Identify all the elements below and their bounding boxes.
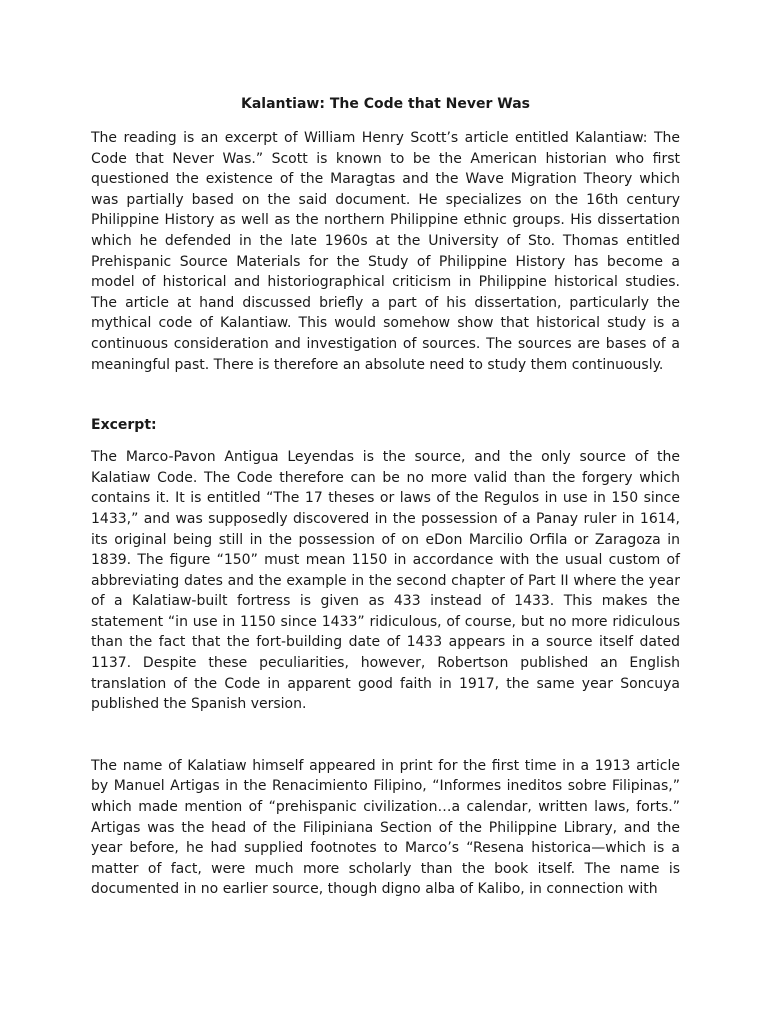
spacer xyxy=(91,435,680,447)
excerpt-heading: Excerpt: xyxy=(91,417,157,434)
spacer xyxy=(91,715,680,756)
intro-paragraph: The reading is an excerpt of William Henry Scott’s article entitled Kalantiaw: The Code that Never Was.” Scott is known to be the American historian who first questioned the existence of the Maragtas and the Wave Migration Theory which was partially based on the said document. He specializes on the 16th century Philippine History as well as the northern Philippine ethnic groups. His dissertation which he defended in the late 1960s at the University of Sto. Thomas entitled Prehispanic Source Materials for the Study of Philippine History has become a model of historical and historiographical criticism in Philippine historical studies. The article at hand discussed briefly a part of his dissertation, particularly the mythical code of Kalantiaw. This would somehow show that historical study is a continuous consideration and investigation of sources. The sources are bases of a meaningful past. There is therefore an absolute need to study them continuously. xyxy=(91,130,680,373)
excerpt-paragraph-2: The name of Kalatiaw himself appeared in print for the first time in a 1913 article by Manuel Artigas in the Renacimiento Filipino, “Informes ineditos sobre Filipinas,” which made mention of “prehispanic civilization…a calendar, written laws, forts.” Artigas was the head of the Filipiniana Section of the Philippine Library, and the year before, he had supplied footnotes to Marco’s “Resena historica—which is a matter of fact, were much more scholarly than the book itself. The name is documented in no earlier source, though digno alba of Kalibo, in connection with xyxy=(91,757,680,898)
document-title: Kalantiaw: The Code that Never Was xyxy=(240,96,531,112)
spacer xyxy=(91,375,680,415)
excerpt-paragraph-1: The Marco-Pavon Antigua Leyendas is the source, and the only source of the Kalatiaw Code. The Code therefore can be no more valid than the forgery which contains it. It is entitled “The 17 theses or laws of the Regulos in use in 150 since 1433,” and was supposedly discovered in the possession of a Panay ruler in 1614, its original being still in the possession of on eDon Marcilio Orfila or Zaragoza in 1839. The figure “150” must mean 1150 in accordance with the usual custom of abbreviating dates and the example in the second chapter of Part II where the year of a Kalatiaw-built fortress is given as 433 instead of 1433. This makes the statement “in use in 1150 since 1433” ridiculous, of course, but no more ridiculous than the fact that the fort-building date of 1433 appears in a source itself dated 1137. Despite these peculiarities, however, Robertson published an English translation of the Code in apparent good faith in 1917, the same year Soncuya published the Spanish version. xyxy=(91,449,680,713)
